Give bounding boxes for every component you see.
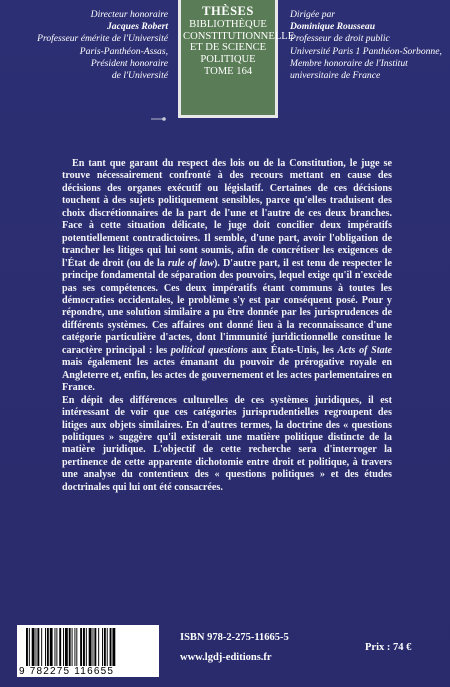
series-name-line: ET DE SCIENCE — [189, 42, 267, 54]
summary-text: En tant que garant du respect des lois ou de la Constitution, le juge se trouve nécessairement confronté à des recours mettant en cause des décisions des organes exécutif ou législatif. Certaines de ces décisions touchent à des sujets politiquement sensibles, parce qu'elles traduisent des choix discrétionnaires de la part de l'une et l'autre de ces deux branches. Face à cette situation délicate, le juge doit concilier deux impératifs potentiellement contradictoires. Il semble, d'une part, avoir l'obligation de trancher les litiges qui lui sont soumis, afin de concrétiser les exigences de l'État de droit (ou de la — [62, 158, 392, 269]
editor-line: Membre honoraire de l'Institut — [290, 57, 408, 69]
barcode-bar — [93, 628, 94, 666]
barcode — [17, 625, 159, 677]
barcode-bar — [86, 628, 87, 666]
series-label-box — [178, 0, 295, 118]
barcode-bar — [76, 628, 77, 666]
barcode-bar — [47, 628, 49, 666]
barcode-bar — [59, 628, 61, 666]
barcode-bar — [94, 628, 96, 666]
series-title: THÈSES — [202, 4, 254, 18]
editor-line: universitaire de France — [290, 70, 381, 82]
editor-line: Professeur de droit public — [290, 33, 390, 45]
editor-role: Dirigée par — [290, 9, 336, 20]
director-line: de l'Université — [111, 70, 168, 82]
barcode-bar — [37, 628, 39, 666]
barcode-bar — [102, 628, 103, 666]
barcode-bar — [56, 628, 57, 666]
barcode-digits: 9 782275 116655 — [19, 666, 115, 677]
barcode-bar — [74, 628, 75, 666]
barcode-bar — [32, 628, 35, 666]
series-tome: TOME 164 — [203, 66, 253, 78]
back-cover-summary — [62, 158, 392, 494]
barcode-bars — [26, 628, 150, 666]
series-director-block — [8, 9, 168, 82]
barcode-bar — [26, 628, 28, 666]
pin-mark — [149, 116, 169, 122]
barcode-bar — [104, 628, 106, 666]
summary-paragraph — [62, 158, 392, 395]
summary-text: aux États-Unis, les — [247, 344, 338, 356]
summary-emphasis: political questions — [170, 344, 248, 356]
barcode-bar — [112, 628, 115, 666]
barcode-bar — [65, 628, 68, 666]
barcode-bar — [29, 628, 30, 666]
summary-emphasis: Acts of State — [337, 344, 392, 356]
barcode-bar — [89, 628, 92, 666]
series-name-line: CONSTITUTIONNELLE — [183, 30, 295, 42]
director-name: Jacques Robert — [106, 21, 168, 33]
series-name-line: BIBLIOTHÈQUE — [189, 19, 267, 30]
director-line: Professeur émérite de l'Université — [37, 33, 168, 45]
price: Prix : 74 € — [365, 642, 412, 653]
barcode-bar — [80, 628, 82, 666]
barcode-bar — [45, 628, 46, 666]
barcode-bar — [72, 628, 73, 666]
barcode-bar — [83, 628, 85, 666]
director-role: Directeur honoraire — [90, 9, 168, 20]
barcode-bar — [55, 628, 56, 666]
publisher-website: www.lgdj-editions.fr — [180, 652, 272, 663]
director-line: Président honoraire — [90, 57, 168, 69]
editor-line: Université Paris 1 Panthéon-Sorbonne, — [290, 45, 442, 57]
summary-paragraph: En dépit des différences culturelles de ces systèmes juridiques, il est intéressant de voir que ces catégories jurisprudentielles regroupent des litiges aux objets similaires. En d'autres termes, la doctrine des « questions politiques » suggère qu'il existerait une matière politique distincte de la matière juridique. L'objectif de cette recherche sera d'interroger la pertinence de cette apparente dichotomie entre droit et politique, à travers une analyse du contentieux des « questions politiques » et des études doctrinales qui lui ont été consacrées. — [62, 394, 392, 493]
barcode-bar — [41, 628, 42, 666]
series-name — [181, 19, 295, 65]
barcode-bar — [98, 628, 99, 666]
director-line: Paris-Panthéon-Assas, — [79, 45, 168, 57]
barcode-bar — [50, 628, 53, 666]
series-editor-block — [290, 9, 450, 82]
barcode-bar — [36, 628, 37, 666]
series-name-line: POLITIQUE — [200, 53, 256, 65]
barcode-bar — [63, 628, 64, 666]
barcode-bar — [69, 628, 71, 666]
isbn: ISBN 978-2-275-11665-5 — [180, 632, 289, 643]
barcode-bar — [107, 628, 108, 666]
editor-name: Dominique Rousseau — [290, 21, 376, 33]
summary-text: mais également les actes émanant du pouvoir de prérogative royale en Angleterre et, enfin, les actes de gouvernement et les actes parlementaires en France. — [62, 357, 392, 394]
barcode-bar — [110, 628, 112, 666]
summary-text: ). D'autre part, il est tenu de respecter le principe fondamental de séparation des pouvoirs, lequel exige qu'il n'excède pas ses compétences. Ces deux impératifs étant communs à toutes les démocraties occidentales, le problème s'y est par conséquent posé. Pour y répondre, une solution similaire a pu être donnée par les jurisprudences de différents systèmes. Ces affaires ont donné lieu à la reconnaissance d'une catégorie particulière d'actes, dont l'immunité juridictionnelle constitue le caractère principal : les — [62, 257, 392, 356]
summary-emphasis: rule of law — [167, 257, 214, 269]
